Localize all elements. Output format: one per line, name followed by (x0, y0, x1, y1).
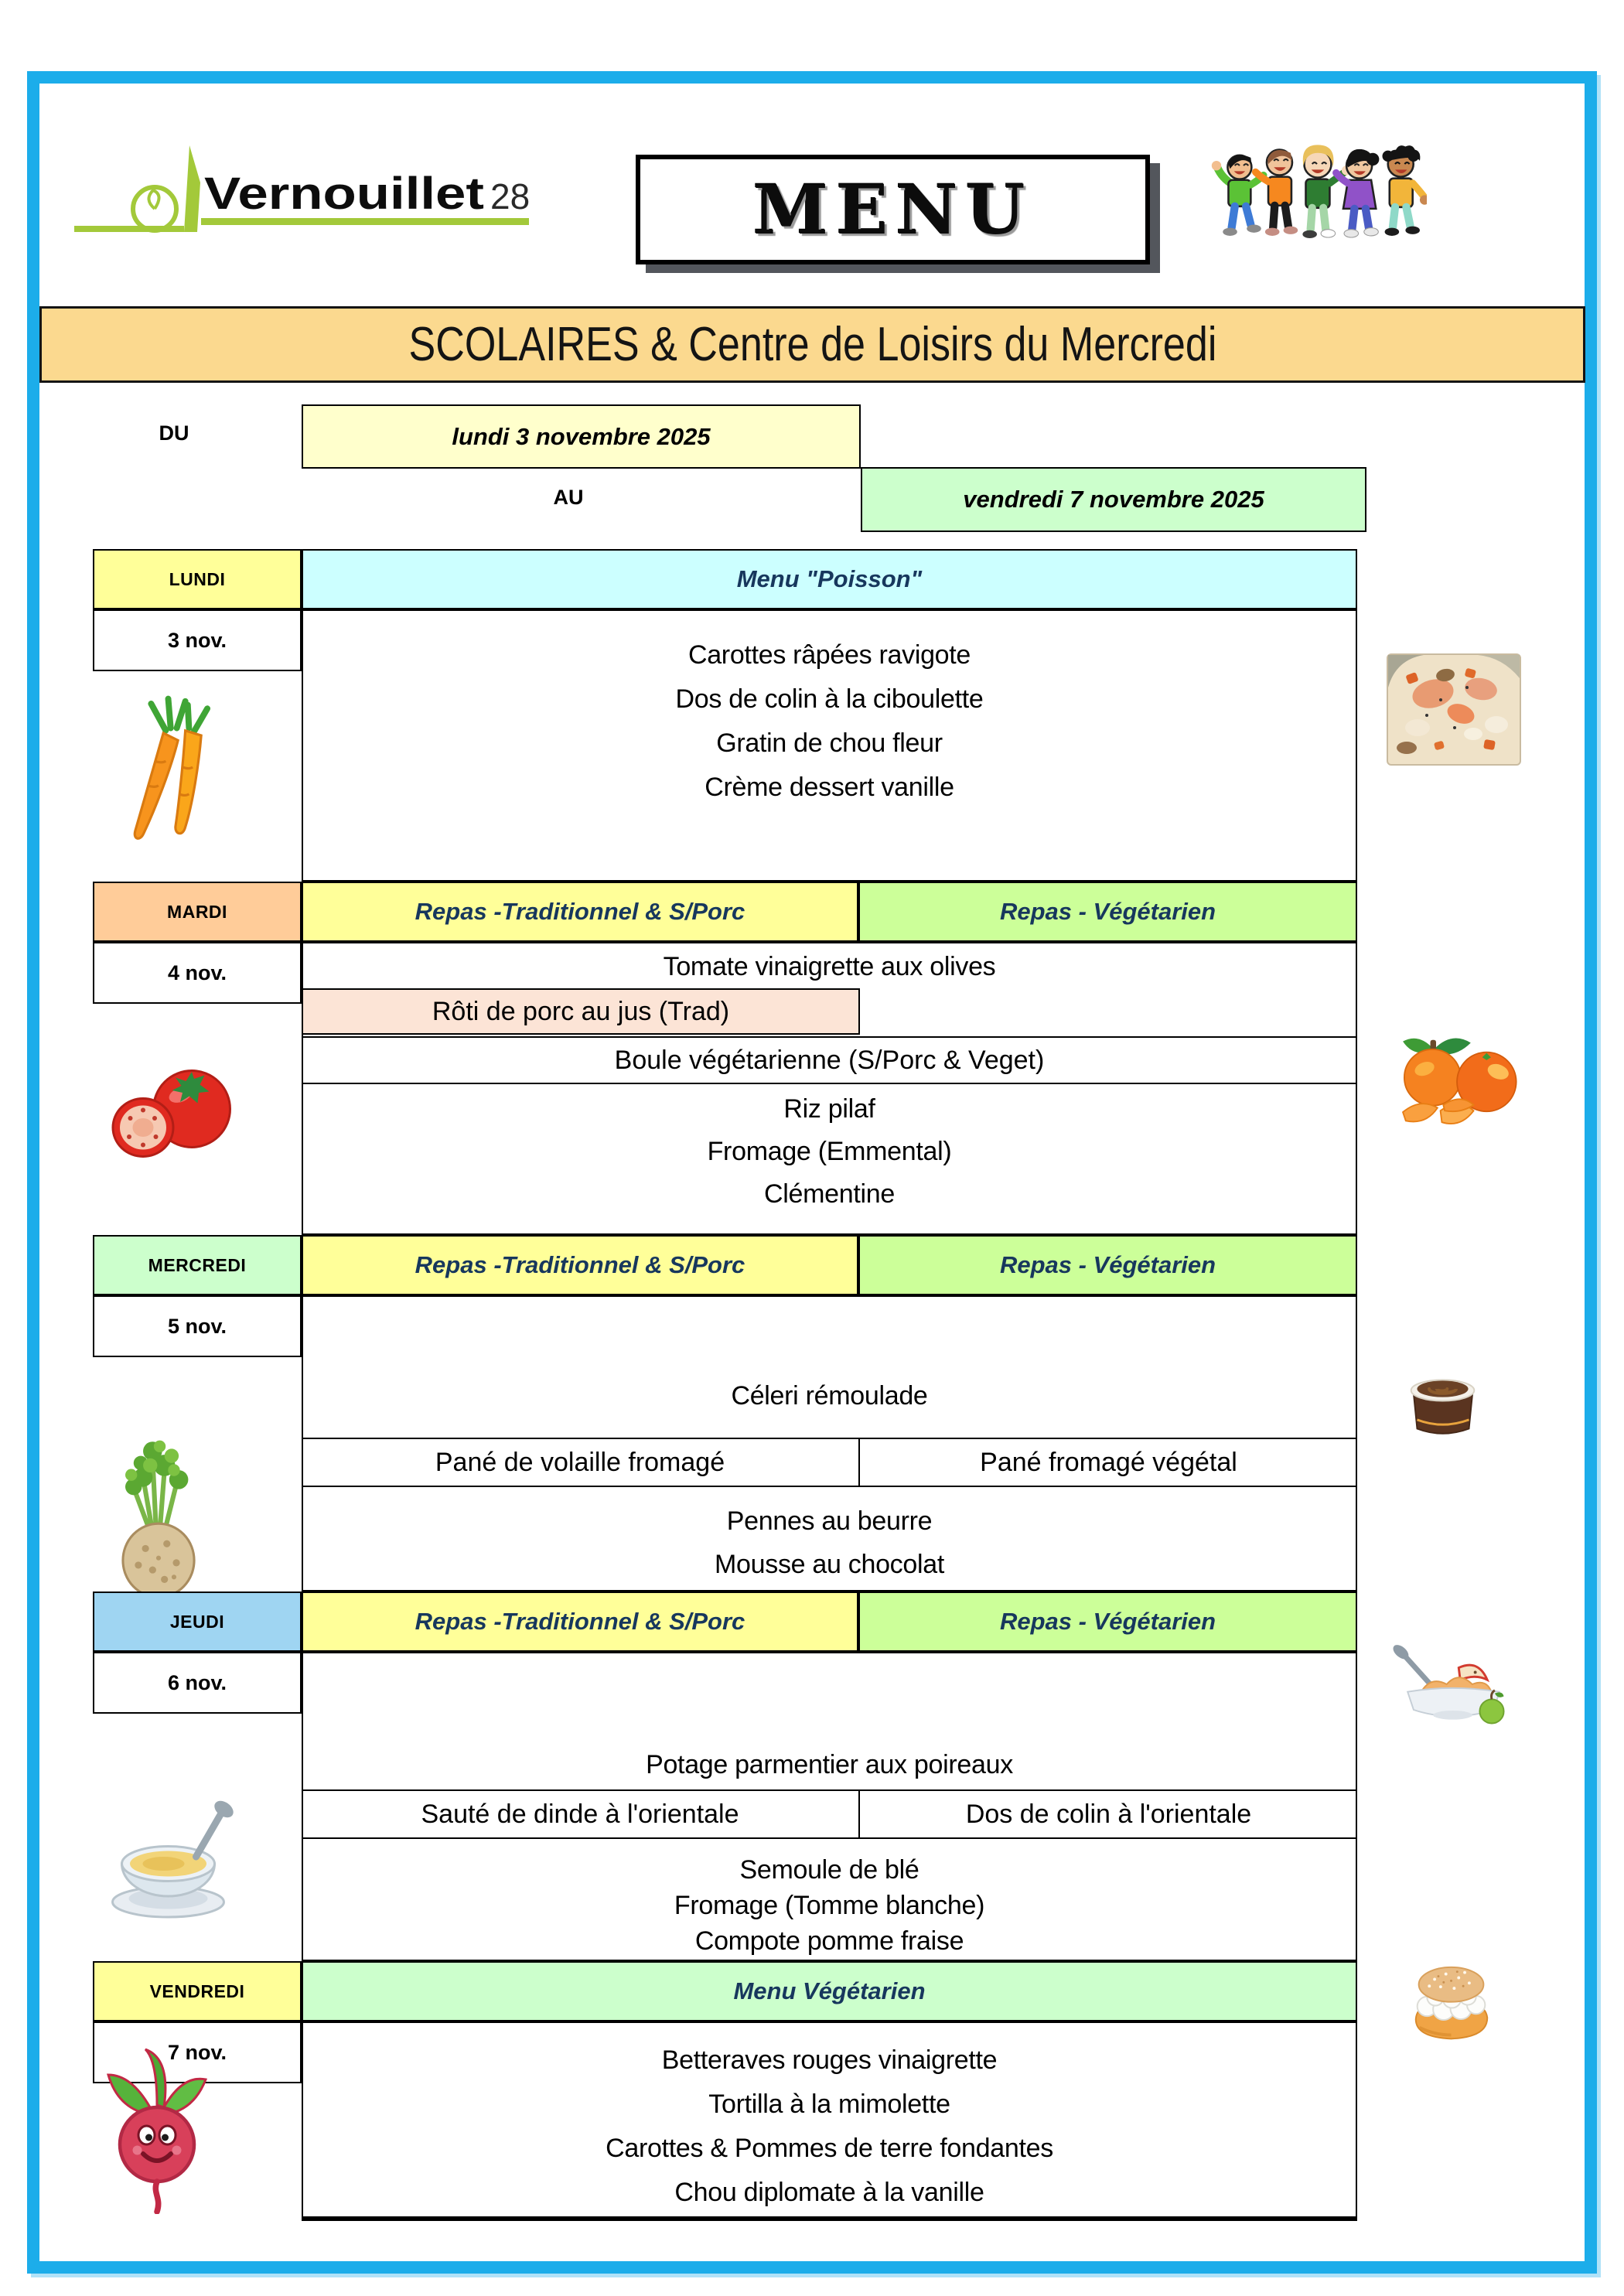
menu-header-mercredi-trad (302, 1235, 858, 1295)
vernouillet-logo (68, 138, 548, 265)
period-end-box: vendredi 7 novembre 2025 (861, 467, 1366, 532)
menu-item: Compote pomme fraise (694, 1926, 964, 1956)
day-label-text: VENDREDI (149, 1980, 245, 2001)
menu-item: Tomate vinaigrette aux olives (663, 952, 996, 981)
menu-header-text: Repas - Végétarien (999, 1251, 1216, 1278)
banner-text: SCOLAIRES & Centre de Loisirs du Mercredi (408, 318, 1216, 371)
menu-item: Carottes & Pommes de terre fondantes (606, 2134, 1053, 2163)
menu-header-text: Repas - Végétarien (999, 1608, 1216, 1635)
period-start-box: lundi 3 novembre 2025 (302, 404, 861, 469)
menu-header-jeudi-trad (302, 1592, 858, 1652)
banner (39, 306, 1585, 383)
date-cell-mardi (93, 942, 302, 1004)
day-label-text: LUNDI (169, 568, 226, 589)
children-clipart (1210, 135, 1427, 263)
day-label-jeudi (93, 1592, 302, 1652)
menu-header-lundi (302, 549, 1357, 609)
date-text: 5 nov. (167, 1314, 227, 1338)
au-label: AU (553, 486, 584, 509)
menu-item: Pennes au beurre (726, 1506, 933, 1536)
date-text: 6 nov. (167, 1670, 227, 1694)
menu-header-text: Repas -Traditionnel & S/Porc (415, 898, 745, 925)
menu-header-text: Repas - Végétarien (999, 898, 1216, 925)
fish-stew-image (1387, 653, 1521, 766)
date-cell-jeudi (93, 1652, 302, 1714)
cream-puff-icon (1404, 1963, 1499, 2049)
menu-header-text: Menu "Poisson" (736, 565, 923, 592)
menu-header-jeudi-veg (858, 1592, 1357, 1652)
day-label-vendredi (93, 1961, 302, 2021)
apple-compote-icon (1387, 1639, 1518, 1728)
menu-item-split-row (302, 1789, 1357, 1839)
menu-item: Fromage (Emmental) (707, 1137, 952, 1166)
menu-content-mardi (302, 942, 1357, 1235)
date-text: 7 nov. (167, 2040, 227, 2064)
clementines-icon (1392, 1027, 1523, 1135)
menu-content-mercredi (302, 1295, 1357, 1592)
menu-item-split-row (302, 1438, 1357, 1487)
menu-item: Dos de colin à la ciboulette (675, 684, 984, 714)
tomato-icon (108, 1058, 236, 1162)
celeriac-icon (104, 1435, 213, 1601)
menu-content-lundi (302, 609, 1357, 882)
menu-header-text: Repas -Traditionnel & S/Porc (415, 1251, 745, 1278)
menu-item: Crème dessert vanille (705, 773, 954, 802)
menu-header-text: Menu Végétarien (733, 1977, 926, 2004)
menu-item: Sauté de dinde à l'orientale (302, 1791, 860, 1837)
day-label-lundi (93, 549, 302, 609)
chocolate-mousse-icon (1400, 1363, 1486, 1441)
menu-item: Pané de volaille fromagé (302, 1439, 860, 1486)
carrots-icon (114, 692, 237, 855)
soup-bowl-icon (97, 1794, 240, 1922)
day-label-mercredi (93, 1235, 302, 1295)
menu-item: Potage parmentier aux poireaux (646, 1750, 1013, 1779)
menu-item: Céleri rémoulade (731, 1381, 928, 1411)
menu-item: Semoule de blé (739, 1855, 919, 1885)
menu-item: Betteraves rouges vinaigrette (661, 2045, 998, 2075)
menu-item: Dos de colin à l'orientale (965, 1800, 1252, 1829)
logo-text: Vernouillet (204, 169, 484, 219)
menu-item: Carottes râpées ravigote (687, 640, 971, 670)
page-title: MENU (752, 169, 1033, 250)
menu-item: Mousse au chocolat (715, 1550, 944, 1579)
menu-header-vendredi (302, 1961, 1357, 2021)
menu-content-vendredi (302, 2021, 1357, 2221)
menu-item: Fromage (Tomme blanche) (674, 1891, 985, 1920)
menu-header-mardi-trad (302, 882, 858, 942)
date-text: 3 nov. (167, 628, 227, 652)
menu-item: Clémentine (764, 1179, 895, 1209)
menu-header-mercredi-veg (858, 1235, 1357, 1295)
menu-item: Gratin de chou fleur (716, 728, 943, 758)
menu-item: Chou diplomate à la vanille (674, 2178, 984, 2207)
logo-number: 28 (490, 176, 531, 217)
beet-icon (99, 2040, 215, 2214)
date-text: 4 nov. (167, 960, 227, 984)
menu-header-mardi-veg (858, 882, 1357, 942)
menu-item-boxed: Boule végétarienne (S/Porc & Veget) (302, 1036, 1357, 1084)
date-cell-lundi (93, 609, 302, 671)
day-label-text: MARDI (167, 901, 227, 922)
menu-item: Tortilla à la mimolette (708, 2090, 950, 2119)
day-label-text: MERCREDI (148, 1254, 247, 1275)
menu-header-text: Repas -Traditionnel & S/Porc (415, 1608, 745, 1635)
date-cell-mercredi (93, 1295, 302, 1357)
menu-item: Pané fromagé végétal (980, 1448, 1237, 1477)
menu-item-boxed: Rôti de porc au jus (Trad) (302, 988, 860, 1035)
menu-title-box (636, 155, 1150, 264)
day-label-mardi (93, 882, 302, 942)
menu-item: Riz pilaf (783, 1094, 875, 1124)
du-label: DU (159, 421, 189, 445)
day-label-text: JEUDI (169, 1611, 225, 1632)
menu-content-jeudi (302, 1652, 1357, 1961)
